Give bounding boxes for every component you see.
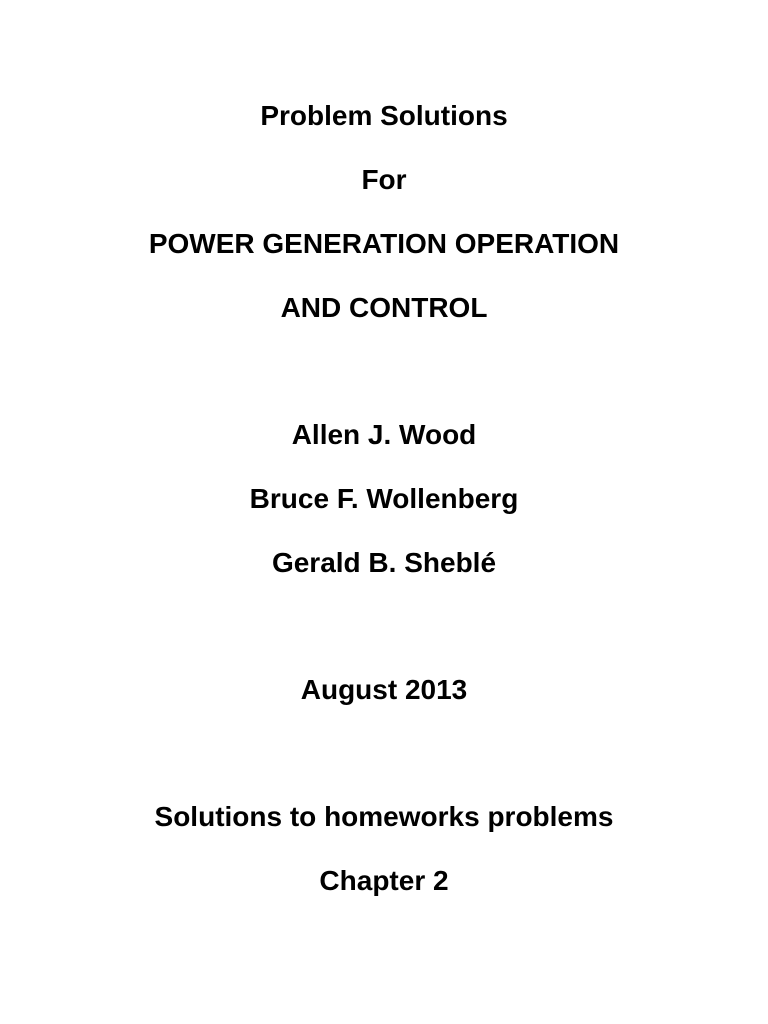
title-line-1: Problem Solutions: [260, 100, 508, 131]
publication-date: August 2013: [300, 674, 468, 705]
author-1: Allen J. Wood: [291, 419, 477, 450]
subtitle-line-2: Chapter 2: [319, 865, 449, 896]
title-line-4: AND CONTROL: [280, 292, 488, 323]
subtitle-line-1: Solutions to homeworks problems: [154, 801, 614, 832]
title-line-3: POWER GENERATION OPERATION: [148, 228, 620, 259]
author-3: Gerald B. Sheblé: [271, 547, 497, 578]
title-line-2: For: [361, 164, 407, 195]
author-2: Bruce F. Wollenberg: [249, 483, 519, 514]
